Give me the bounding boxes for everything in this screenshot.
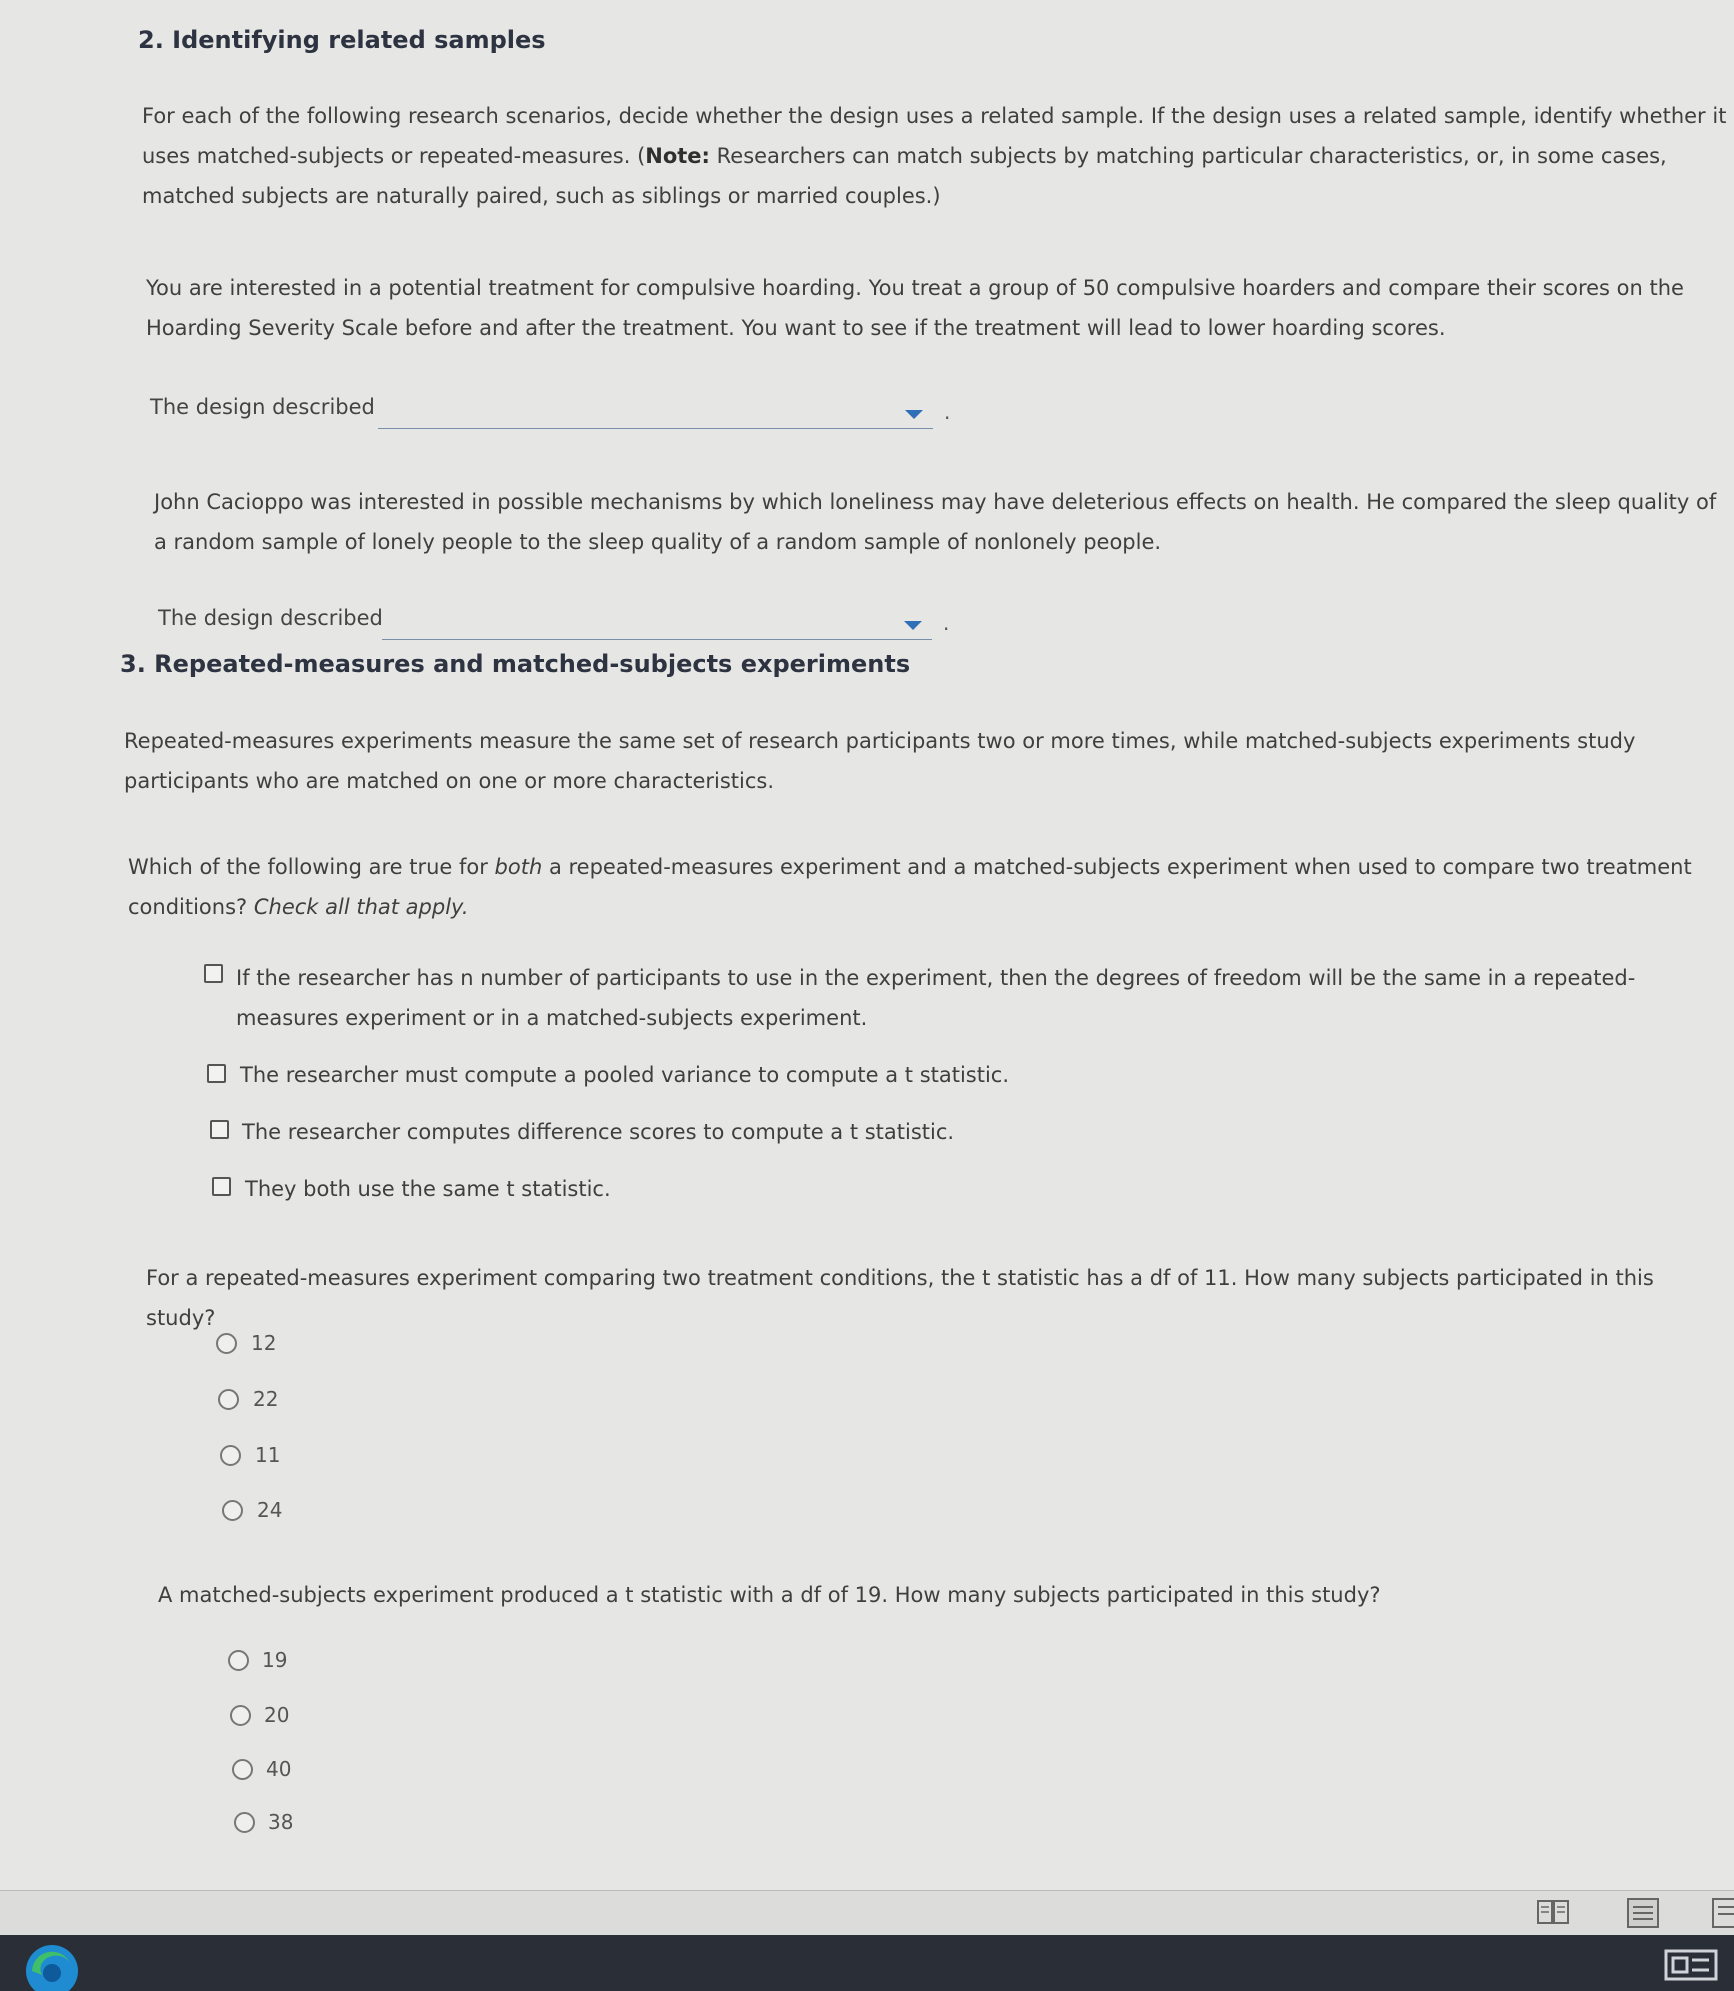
os-taskbar bbox=[0, 1935, 1734, 1991]
radio-q3-option-2[interactable] bbox=[230, 1705, 251, 1726]
radio-q2-option-1-label: 12 bbox=[251, 1331, 277, 1355]
radio-q3-option-3-label: 40 bbox=[266, 1757, 292, 1781]
intro-text-2: Researchers can match subjects by matching particular characteristics, or, in some cases, matched subjects are naturally paired, such as siblings or married couples.) bbox=[142, 144, 1667, 208]
radio-q2-option-4-label: 24 bbox=[257, 1498, 283, 1522]
task-view-icon[interactable] bbox=[1664, 1947, 1720, 1983]
checkbox-option-1-label: If the researcher has n number of participants to use in the experiment, then the degrees of freedom will be the same in a repeated-measures experiment or in a matched-subjects experiment. bbox=[236, 966, 1636, 1030]
chevron-down-icon bbox=[904, 621, 922, 630]
radio-q3-option-1[interactable] bbox=[228, 1650, 249, 1671]
question-1-emphasis-2: Check all that apply. bbox=[253, 895, 469, 919]
radio-q3-option-4-label: 38 bbox=[268, 1810, 294, 1834]
radio-q3-option-4[interactable] bbox=[234, 1812, 255, 1833]
section-3-intro: Repeated-measures experiments measure the same set of research participants two or more times, while matched-subjects experiments study participants who are matched on one or more characteristics. bbox=[124, 729, 1636, 793]
radio-q2-option-2[interactable] bbox=[218, 1389, 239, 1410]
design-dropdown-2[interactable] bbox=[382, 609, 932, 640]
radio-q2-option-2-label: 22 bbox=[253, 1387, 279, 1411]
radio-q2-option-1[interactable] bbox=[216, 1333, 237, 1354]
checkbox-option-2-label: The researcher must compute a pooled variance to compute a t statistic. bbox=[240, 1063, 1010, 1087]
radio-q3-option-3[interactable] bbox=[232, 1759, 253, 1780]
radio-q3-option-2-label: 20 bbox=[264, 1703, 290, 1727]
document-icon[interactable] bbox=[1712, 1898, 1734, 1928]
bottom-toolbar bbox=[0, 1890, 1734, 1936]
question-3: A matched-subjects experiment produced a t statistic with a df of 19. How many subjects participated in this study? bbox=[158, 1583, 1381, 1607]
checkbox-option-4-label: They both use the same t statistic. bbox=[245, 1177, 611, 1201]
section-2-title: 2. Identifying related samples bbox=[138, 26, 546, 54]
browser-icon[interactable] bbox=[18, 1941, 78, 1991]
checkbox-option-3-label: The researcher computes difference scores to compute a t statistic. bbox=[242, 1120, 955, 1144]
radio-q2-option-4[interactable] bbox=[222, 1500, 243, 1521]
book-icon[interactable] bbox=[1537, 1899, 1569, 1927]
question-1-text-2: a repeated-measures experiment and a matched-subjects experiment when used to compare two treatment conditions? bbox=[128, 855, 1692, 919]
checkbox-option-1[interactable] bbox=[204, 964, 223, 983]
checkbox-option-4[interactable] bbox=[212, 1177, 231, 1196]
radio-q3-option-1-label: 19 bbox=[262, 1648, 288, 1672]
question-1 bbox=[128, 847, 1708, 927]
radio-q2-option-3-label: 11 bbox=[255, 1443, 281, 1467]
period-mark: . bbox=[944, 400, 951, 424]
note-label: Note: bbox=[645, 144, 710, 168]
notes-icon[interactable] bbox=[1627, 1898, 1659, 1928]
scenario-2-text: John Cacioppo was interested in possible mechanisms by which loneliness may have deleterious effects on health. He compared the sleep quality of a random sample of lonely people to the sleep quality of a random sample of nonlonely people. bbox=[154, 490, 1717, 554]
question-1-text-1: Which of the following are true for bbox=[128, 855, 495, 879]
design-dropdown-1[interactable] bbox=[378, 398, 933, 429]
question-2: For a repeated-measures experiment comparing two treatment conditions, the t statistic has a df of 11. How many subjects participated in this study? bbox=[146, 1266, 1654, 1330]
question-1-emphasis-1: both bbox=[494, 855, 543, 879]
checkbox-option-3[interactable] bbox=[210, 1120, 229, 1139]
checkbox-option-2[interactable] bbox=[207, 1064, 226, 1083]
design-label-2: The design described bbox=[158, 606, 383, 630]
chevron-down-icon bbox=[905, 410, 923, 419]
radio-q2-option-3[interactable] bbox=[220, 1445, 241, 1466]
section-2-intro bbox=[142, 96, 1730, 216]
design-label-1: The design described bbox=[150, 395, 375, 419]
scenario-1-text: You are interested in a potential treatment for compulsive hoarding. You treat a group of 50 compulsive hoarders and compare their scores on the Hoarding Severity Scale before and after the treatment. You want to see if the treatment will lead to lower hoarding scores. bbox=[146, 276, 1684, 340]
period-mark: . bbox=[943, 611, 950, 635]
intro-text-1: For each of the following research scenarios, decide whether the design uses a related sample. If the design uses a related sample, identify whether it uses matched-subjects or repeated-measures. ( bbox=[142, 104, 1727, 168]
section-3-title: 3. Repeated-measures and matched-subjects experiments bbox=[120, 650, 911, 678]
